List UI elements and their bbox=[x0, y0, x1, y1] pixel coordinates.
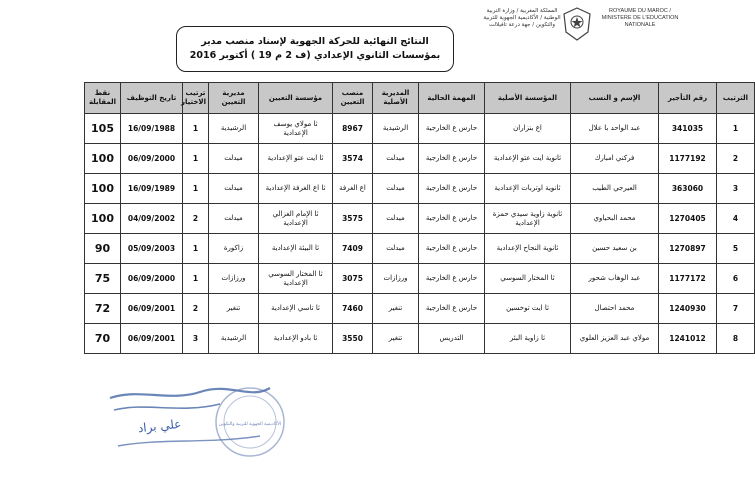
score-cell: 100 bbox=[85, 174, 121, 204]
table-row bbox=[85, 204, 755, 234]
current-role-cell: حارس ع الخارجية bbox=[419, 144, 485, 174]
col-original-directorate: المديرية الأصلية bbox=[373, 83, 419, 114]
hire-date-cell: 06/09/2000 bbox=[121, 144, 183, 174]
name-cell: فركني امبارك bbox=[571, 144, 659, 174]
assigned-post-cell: 3075 bbox=[333, 264, 373, 294]
hire-date-cell: 16/09/1989 bbox=[121, 174, 183, 204]
score-cell: 70 bbox=[85, 324, 121, 354]
current-role-cell: حارس ع الخارجية bbox=[419, 204, 485, 234]
score-cell: 100 bbox=[85, 204, 121, 234]
original-school-cell: ثا المختار السوسي bbox=[485, 264, 571, 294]
current-role-cell: حارس ع الخارجية bbox=[419, 294, 485, 324]
col-current-role: المهمة الحالية bbox=[419, 83, 485, 114]
assigned-post-cell: 3574 bbox=[333, 144, 373, 174]
name-cell: عبد الواحد با علال bbox=[571, 114, 659, 144]
assigned-school-cell: ثا ايت عتو الإعدادية bbox=[259, 144, 333, 174]
choice-order-cell: 1 bbox=[183, 174, 209, 204]
assigned-school-cell: ثا مولاي يوسف الإعدادية bbox=[259, 114, 333, 144]
payroll-cell: 1177172 bbox=[659, 264, 717, 294]
original-directorate-cell: تنغير bbox=[373, 294, 419, 324]
payroll-cell: 1270405 bbox=[659, 204, 717, 234]
rank-cell: 6 bbox=[717, 264, 755, 294]
table-row bbox=[85, 234, 755, 264]
rank-cell: 3 bbox=[717, 174, 755, 204]
name-cell: عبد الوهاب شحور bbox=[571, 264, 659, 294]
original-school-cell: ثانوية ايت عتو الإعدادية bbox=[485, 144, 571, 174]
name-cell: محمد البحياوي bbox=[571, 204, 659, 234]
original-school-cell: اع بنزاران bbox=[485, 114, 571, 144]
col-rank: الترتيب bbox=[717, 83, 755, 114]
hire-date-cell: 06/09/2001 bbox=[121, 294, 183, 324]
col-hire-date: تاريخ التوظيف bbox=[121, 83, 183, 114]
col-original-school: المؤسسة الأصلية bbox=[485, 83, 571, 114]
original-school-cell: ثانوية زاوية سيدي حمزة الإعدادية bbox=[485, 204, 571, 234]
col-assigned-directorate: مديرية التعيين bbox=[209, 83, 259, 114]
current-role-cell: حارس ع الخارجية bbox=[419, 234, 485, 264]
original-directorate-cell: تنغير bbox=[373, 324, 419, 354]
choice-order-cell: 1 bbox=[183, 114, 209, 144]
rank-cell: 5 bbox=[717, 234, 755, 264]
table-header-row bbox=[85, 83, 755, 114]
assigned-school-cell: ثا بادو الإعدادية bbox=[259, 324, 333, 354]
rank-cell: 8 bbox=[717, 324, 755, 354]
table-row bbox=[85, 294, 755, 324]
payroll-cell: 1241012 bbox=[659, 324, 717, 354]
ministry-french: ROYAUME DU MAROC / MINISTERE DE L'EDUCATION NATIONALE bbox=[601, 8, 679, 28]
assigned-post-cell: 3550 bbox=[333, 324, 373, 354]
table-row bbox=[85, 114, 755, 144]
table-row bbox=[85, 144, 755, 174]
signature-stamp bbox=[100, 380, 300, 480]
original-school-cell: ثانوية النجاح الإعدادية bbox=[485, 234, 571, 264]
payroll-cell: 1177192 bbox=[659, 144, 717, 174]
rank-cell: 2 bbox=[717, 144, 755, 174]
rank-cell: 7 bbox=[717, 294, 755, 324]
coat-of-arms-icon bbox=[560, 6, 594, 42]
hire-date-cell: 06/09/2000 bbox=[121, 264, 183, 294]
assigned-directorate-cell: ورزازات bbox=[209, 264, 259, 294]
hire-date-cell: 04/09/2002 bbox=[121, 204, 183, 234]
original-school-cell: ثا زاوية البئر bbox=[485, 324, 571, 354]
current-role-cell: التدريس bbox=[419, 324, 485, 354]
assigned-post-cell: اع الغرفة bbox=[333, 174, 373, 204]
score-cell: 72 bbox=[85, 294, 121, 324]
score-cell: 100 bbox=[85, 144, 121, 174]
choice-order-cell: 2 bbox=[183, 294, 209, 324]
assigned-school-cell: ثا البيئة الإعدادية bbox=[259, 234, 333, 264]
col-assigned-post: منصب التعيين bbox=[333, 83, 373, 114]
signature-name: علي براد bbox=[137, 416, 182, 436]
assigned-directorate-cell: الرشيدية bbox=[209, 324, 259, 354]
current-role-cell: حارس ع الخارجية bbox=[419, 174, 485, 204]
name-cell: محمد احتصال bbox=[571, 294, 659, 324]
title-line-2: بمؤسسات الثانوي الإعدادي (ف 2 م 19 ) أكتوبر 2016 bbox=[189, 50, 441, 61]
col-full-name: الإسم و النسب bbox=[571, 83, 659, 114]
choice-order-cell: 3 bbox=[183, 324, 209, 354]
original-directorate-cell: ورزازات bbox=[373, 264, 419, 294]
col-interview-score: نقط المقابلة bbox=[85, 83, 121, 114]
page-header bbox=[0, 0, 700, 80]
ministry-arabic: المملكة المغربية / وزارة التربية الوطنية / الأكاديمية الجهوية للتربية والتكوين / جهة درعة تافيلالت bbox=[483, 8, 561, 28]
name-cell: العيرجي الطيب bbox=[571, 174, 659, 204]
results-table bbox=[84, 82, 755, 354]
original-directorate-cell: الرشيدية bbox=[373, 114, 419, 144]
rank-cell: 4 bbox=[717, 204, 755, 234]
original-school-cell: ثا ايت توخسين bbox=[485, 294, 571, 324]
assigned-directorate-cell: ميدلت bbox=[209, 174, 259, 204]
table-row bbox=[85, 264, 755, 294]
assigned-school-cell: ثا اع الغرفة الإعدادية bbox=[259, 174, 333, 204]
assigned-school-cell: ثا تاسي الإعدادية bbox=[259, 294, 333, 324]
assigned-school-cell: ثا الإمام الغزالي الإعدادية bbox=[259, 204, 333, 234]
original-directorate-cell: ميدلت bbox=[373, 204, 419, 234]
original-school-cell: ثانوية اوتربات الإعدادية bbox=[485, 174, 571, 204]
stamp-text: الأكاديمية الجهوية للتربية والتكوين bbox=[218, 422, 282, 427]
rank-cell: 1 bbox=[717, 114, 755, 144]
hire-date-cell: 06/09/2001 bbox=[121, 324, 183, 354]
assigned-post-cell: 3575 bbox=[333, 204, 373, 234]
assigned-directorate-cell: ميدلت bbox=[209, 144, 259, 174]
assigned-post-cell: 8967 bbox=[333, 114, 373, 144]
name-cell: بن سعيد حسين bbox=[571, 234, 659, 264]
payroll-cell: 341035 bbox=[659, 114, 717, 144]
title-line-1: النتائج النهائية للحركة الجهوية لإسناد منصب مدير bbox=[201, 36, 429, 47]
assigned-post-cell: 7460 bbox=[333, 294, 373, 324]
original-directorate-cell: ميدلت bbox=[373, 174, 419, 204]
assigned-directorate-cell: الرشيدية bbox=[209, 114, 259, 144]
table-row bbox=[85, 174, 755, 204]
choice-order-cell: 1 bbox=[183, 144, 209, 174]
choice-order-cell: 2 bbox=[183, 204, 209, 234]
score-cell: 90 bbox=[85, 234, 121, 264]
hire-date-cell: 05/09/2003 bbox=[121, 234, 183, 264]
current-role-cell: حارس ع الخارجية bbox=[419, 264, 485, 294]
hire-date-cell: 16/09/1988 bbox=[121, 114, 183, 144]
original-directorate-cell: ميدلت bbox=[373, 144, 419, 174]
document-title bbox=[176, 26, 454, 72]
payroll-cell: 1240930 bbox=[659, 294, 717, 324]
assigned-post-cell: 7409 bbox=[333, 234, 373, 264]
assigned-directorate-cell: ميدلت bbox=[209, 204, 259, 234]
original-directorate-cell: ميدلت bbox=[373, 234, 419, 264]
payroll-cell: 363060 bbox=[659, 174, 717, 204]
col-choice-order: ترتيب الاختيار bbox=[183, 83, 209, 114]
current-role-cell: حارس ع الخارجية bbox=[419, 114, 485, 144]
payroll-cell: 1270897 bbox=[659, 234, 717, 264]
assigned-school-cell: ثا المختار السوسي الإعدادية bbox=[259, 264, 333, 294]
score-cell: 105 bbox=[85, 114, 121, 144]
assigned-directorate-cell: زاكورة bbox=[209, 234, 259, 264]
assigned-directorate-cell: تنغير bbox=[209, 294, 259, 324]
col-payroll-number: رقم التأجير bbox=[659, 83, 717, 114]
table-row bbox=[85, 324, 755, 354]
choice-order-cell: 1 bbox=[183, 264, 209, 294]
score-cell: 75 bbox=[85, 264, 121, 294]
col-assigned-school: مؤسسة التعيين bbox=[259, 83, 333, 114]
name-cell: مولاي عبد العزيز العلوي bbox=[571, 324, 659, 354]
choice-order-cell: 1 bbox=[183, 234, 209, 264]
